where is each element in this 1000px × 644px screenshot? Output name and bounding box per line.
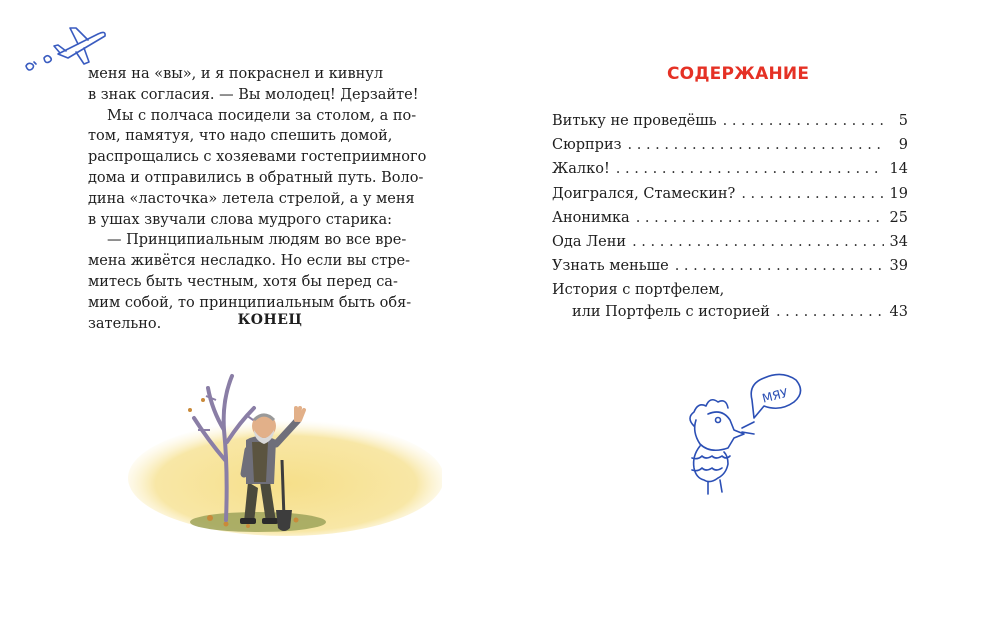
toc-entry-page: 39 (889, 258, 908, 275)
toc-entry[interactable] (552, 161, 908, 185)
story-text (88, 64, 448, 334)
speech-bubble-text: МЯУ (760, 385, 790, 406)
text-line-6: дома и отправились в обратный путь. Воло- (88, 169, 424, 186)
text-line-3: Мы с полчаса посидели за столом, а по- (107, 107, 417, 124)
toc-leader (616, 161, 884, 177)
toc-entry-page: 5 (898, 113, 908, 129)
old-man-with-shovel-illustration (128, 370, 442, 540)
toc-leader (741, 186, 883, 202)
text-line-7: дина «ласточка» летела стрелой, а у меня (88, 190, 415, 207)
toc-entry[interactable] (552, 210, 908, 234)
text-line-10: мена живётся несладко. Но если вы стре- (88, 253, 410, 270)
toc-entry-page: 25 (889, 209, 908, 226)
toc-leader (636, 210, 884, 226)
toc-entry[interactable] (552, 282, 908, 328)
toc-entry-title-line2: или Портфель с историей (572, 304, 770, 321)
toc-leader (776, 304, 884, 320)
toc-entry-title: Узнать меньше (552, 258, 669, 275)
toc-entry[interactable] (552, 258, 908, 282)
toc-entry[interactable] (552, 137, 908, 161)
toc-leader (675, 258, 884, 274)
toc-entry-title: Анонимка (552, 209, 630, 226)
text-line-8: в ушах звучали слова мудрого старика: (88, 211, 393, 228)
toc-entry-title: Сюрприз (552, 137, 622, 154)
the-end-label: КОНЕЦ (237, 312, 303, 328)
text-line-4: том, памятуя, что надо спешить домой, (88, 128, 393, 145)
toc-entry-title: Ода Лени (552, 233, 627, 250)
toc-entry-page: 14 (889, 161, 908, 178)
toc-entry[interactable] (552, 186, 908, 210)
toc-entry-page: 43 (889, 304, 908, 321)
toc-entry-page: 19 (889, 185, 908, 202)
toc-entry[interactable] (552, 113, 908, 137)
toc-leader (632, 234, 883, 250)
text-line-1: меня на «вы», и я покраснел и кивнул (88, 66, 384, 82)
toc-entry-title: Доигрался, Стамескин? (552, 185, 736, 202)
text-line-13: зательно. (88, 315, 162, 332)
toc-leader (723, 113, 884, 129)
toc-entry-title: История с портфелем, (552, 282, 725, 299)
contents-title: СОДЕРЖАНИЕ (667, 64, 810, 84)
toc-entry-page: 34 (889, 233, 908, 250)
toc-entry-title: Жалко! (552, 161, 610, 178)
toc-leader (628, 137, 884, 153)
toc-entry-page: 9 (898, 137, 908, 154)
text-line-2: в знак согласия. — Вы молодец! Дерзайте! (88, 86, 419, 103)
table-of-contents (552, 113, 908, 329)
text-line-12: мим собой, то принципиальным быть обя- (88, 294, 412, 311)
text-line-5: распрощались с хозяевами гостеприимного (88, 149, 427, 166)
rooster-doodle-icon (680, 370, 810, 500)
toc-entry-title: Витьку не проведёшь (552, 113, 717, 129)
text-line-11: митесь быть честным, хотя бы перед са- (88, 273, 398, 290)
toc-entry[interactable] (552, 234, 908, 258)
text-line-9: — Принципиальным людям во все вре- (107, 232, 407, 249)
